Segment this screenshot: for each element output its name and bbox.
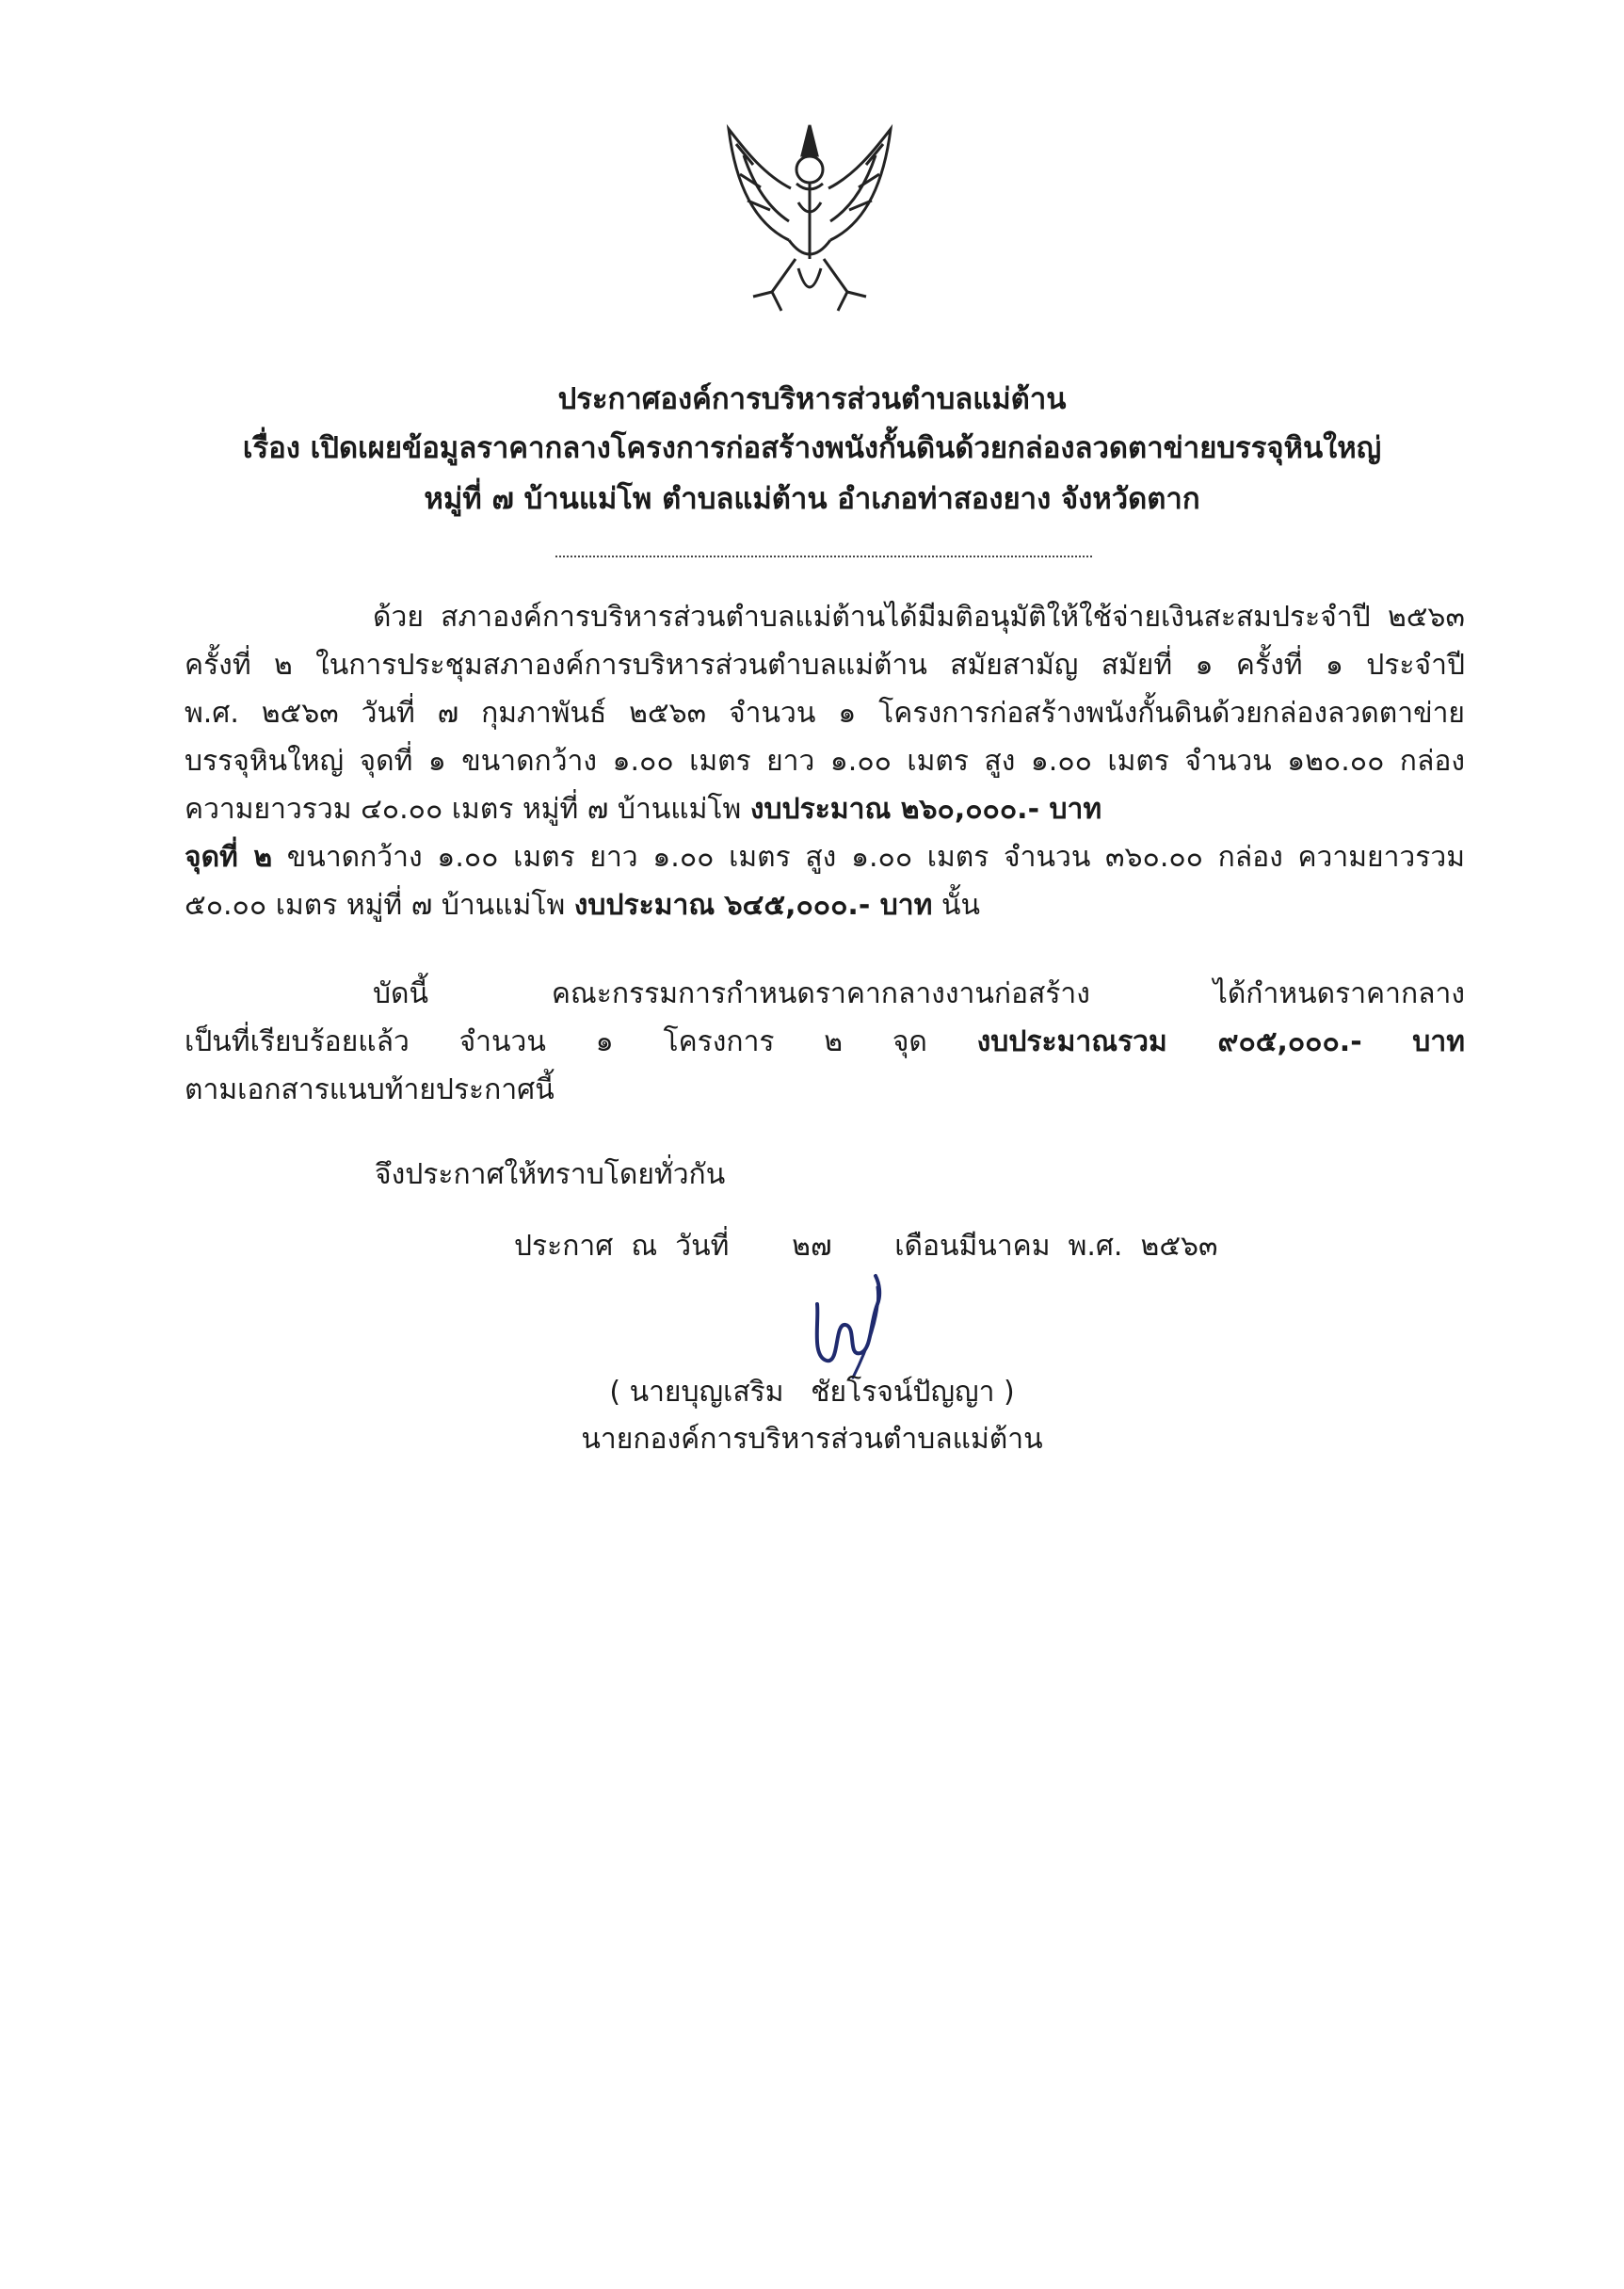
paragraph-line bbox=[185, 1018, 1465, 1066]
paragraph-line: ตามเอกสารแนบท้ายประกาศนี้ bbox=[185, 1073, 555, 1106]
paragraph-line: บัดนี้ คณะกรรมการกำหนดราคากลางงานก่อสร้าง ได้กำหนดราคากลาง bbox=[373, 977, 1465, 1010]
paragraph-approval bbox=[185, 593, 1465, 929]
point1-budget: งบประมาณ ๒๖๐,๐๐๐.- บาท bbox=[749, 793, 1102, 826]
announcement-location: หมู่ที่ ๗ บ้านแม่โพ ตำบลแม่ต้าน อำเภอท่าสองยาง จังหวัดตาก bbox=[424, 482, 1200, 516]
announcement-date: ประกาศ ณ วันที่ ๒๗ เดือนมีนาคม พ.ศ. ๒๕๖๓ bbox=[514, 1230, 1218, 1263]
completion-text: เป็นที่เรียบร้อยแล้ว จำนวน ๑ โครงการ ๒ จุด bbox=[185, 1025, 927, 1058]
paragraph-line bbox=[185, 881, 1465, 929]
paragraph-line: พ.ศ. ๒๕๖๓ วันที่ ๗ กุมภาพันธ์ ๒๕๖๓ จำนวน ๑ โครงการก่อสร้างพนังกั้นดินด้วยกล่องลวดตาข่าย bbox=[185, 697, 1465, 730]
total-budget: งบประมาณรวม ๙๐๕,๐๐๐.- บาท bbox=[976, 1025, 1465, 1058]
paragraph-line: บรรจุหินใหญ่ จุดที่ ๑ ขนาดกว้าง ๑.๐๐ เมตร ยาว ๑.๐๐ เมตร สูง ๑.๐๐ เมตร จำนวน ๑๒๐.๐๐ กล่อง bbox=[185, 745, 1465, 778]
point2-label: จุดที่ ๒ bbox=[185, 841, 273, 874]
point2-spec-text: ขนาดกว้าง ๑.๐๐ เมตร ยาว ๑.๐๐ เมตร สูง ๑.๐๐ เมตร จำนวน ๓๖๐.๐๐ กล่อง ความยาวรวม bbox=[286, 841, 1465, 874]
point1-length-text: ความยาวรวม ๔๐.๐๐ เมตร หมู่ที่ ๗ บ้านแม่โพ bbox=[185, 793, 742, 826]
signatory-title: นายกองค์การบริหารส่วนตำบลแม่ต้าน bbox=[581, 1423, 1043, 1456]
paragraph-line: ด้วย สภาองค์การบริหารส่วนตำบลแม่ต้านได้มีมติอนุมัติให้ใช้จ่ายเงินสะสมประจำปี ๒๕๖๓ bbox=[373, 601, 1465, 634]
point2-end-text: นั้น bbox=[941, 889, 980, 922]
paragraph-price-set bbox=[185, 970, 1465, 1114]
paragraph-line: ครั้งที่ ๒ ในการประชุมสภาองค์การบริหารส่วนตำบลแม่ต้าน สมัยสามัญ สมัยที่ ๑ ครั้งที่ ๑ ประจำปี bbox=[185, 649, 1465, 682]
dotted-divider bbox=[555, 556, 1092, 557]
paragraph-line bbox=[185, 785, 1465, 833]
handwritten-signature-icon bbox=[791, 1266, 904, 1379]
closing-statement: จึงประกาศให้ทราบโดยทั่วกัน bbox=[375, 1158, 726, 1191]
announcement-title: ประกาศองค์การบริหารส่วนตำบลแม่ต้าน bbox=[557, 382, 1067, 416]
announcement-subject: เรื่อง เปิดเผยข้อมูลราคากลางโครงการก่อสร้างพนังกั้นดินด้วยกล่องลวดตาข่ายบรรจุหินใหญ่ bbox=[242, 431, 1382, 465]
point2-budget: งบประมาณ ๖๔๕,๐๐๐.- บาท bbox=[573, 889, 933, 922]
signatory-name: ( นายบุญเสริม ชัยโรจน์ปัญญา ) bbox=[609, 1376, 1015, 1409]
paragraph-line bbox=[185, 833, 1465, 881]
garuda-emblem-icon bbox=[716, 118, 904, 320]
point2-length-text: ๕๐.๐๐ เมตร หมู่ที่ ๗ บ้านแม่โพ bbox=[185, 889, 566, 922]
